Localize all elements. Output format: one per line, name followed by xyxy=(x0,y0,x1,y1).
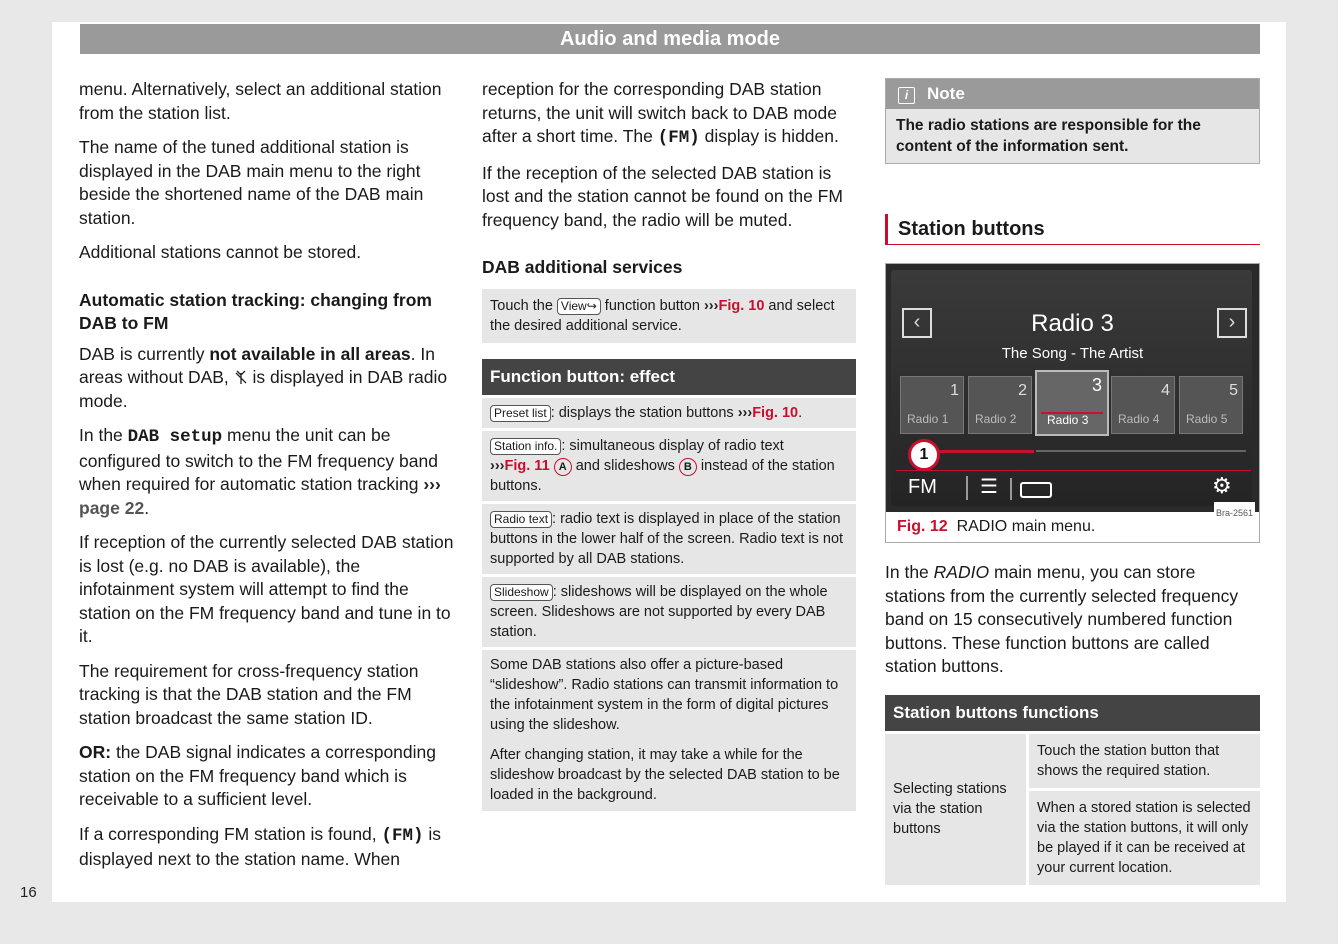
text: : radio text is displayed in place of the station buttons in the lower half of the screen. Radio text is not supported by all DAB stations. xyxy=(490,511,844,567)
preset-num: 1 xyxy=(950,382,959,399)
bold-text: not available in all areas xyxy=(209,343,411,364)
text: In the xyxy=(885,562,934,582)
preset-label: Radio 5 xyxy=(1186,411,1228,426)
text: : simultaneous display of radio text xyxy=(561,438,784,454)
fig-link[interactable]: Fig. 10 xyxy=(718,298,765,314)
arrow-icon: ››› xyxy=(737,405,753,421)
page-header: Audio and media mode xyxy=(80,24,1260,54)
page-link[interactable]: page 22 xyxy=(79,497,145,518)
table-cell-left: Selecting stations via the station buttons xyxy=(885,734,1026,885)
column-1 xyxy=(79,78,457,883)
bottom-bar-line xyxy=(896,470,1251,471)
note-label: Note xyxy=(927,84,965,103)
options-glyph xyxy=(1020,482,1052,498)
text: reception for the corresponding DAB station returns, the unit will switch back to DAB mode after a short time. The xyxy=(482,79,838,146)
preset-button-3[interactable] xyxy=(1035,370,1109,436)
function-button-table xyxy=(482,359,856,811)
text: DAB is currently xyxy=(79,343,210,364)
table-row: Some DAB stations also offer a picture-based “slideshow”. Radio stations can transmit information to the infotainment system in the form of digital pictures using the slideshow. xyxy=(482,650,856,740)
fig-label: Fig. 12 xyxy=(897,518,948,535)
function-table-header: Function button: effect xyxy=(482,359,856,395)
col1-p6: If reception of the currently selected DAB station is lost (e.g. no DAB is available), the infotainment system will attempt to find the station on the FM frequency band and tune in to it. xyxy=(79,532,454,646)
preset-num: 3 xyxy=(1091,375,1102,395)
arrow-icon: ››› xyxy=(490,458,505,474)
table-row: After changing station, it may take a while for the slideshow broadcast by the selected DAB station to be loaded in the background. xyxy=(482,740,856,811)
col1-p4 xyxy=(79,343,457,414)
column-3 xyxy=(885,78,1260,885)
col1-p1: menu. Alternatively, select an additional station from the station list. xyxy=(79,79,442,123)
table-row xyxy=(482,504,856,574)
arrow-icon: ››› xyxy=(423,474,441,494)
note-text: The radio stations are responsible for the content of the information sent. xyxy=(896,117,1201,155)
col1-p9 xyxy=(79,823,457,872)
figure-code: Bra-2561 xyxy=(1214,502,1255,526)
fig-link[interactable]: Fig. 11 xyxy=(504,458,550,474)
info-icon: i xyxy=(898,87,915,104)
preset-button-4[interactable] xyxy=(1111,376,1175,434)
text: is displayed in DAB radio mode. xyxy=(79,367,448,411)
text: and slideshows xyxy=(571,458,679,474)
text: function button xyxy=(600,298,704,314)
station-info-button[interactable]: Station info. xyxy=(490,438,561,455)
slideshow-button[interactable]: Slideshow xyxy=(490,584,553,601)
view-glyph-icon: ↪ xyxy=(586,299,597,313)
back-arrow-icon[interactable]: ‹ xyxy=(902,308,932,338)
preset-label: Radio 1 xyxy=(907,411,949,426)
callout-1: 1 xyxy=(908,439,940,471)
column-2 xyxy=(482,78,856,811)
text: and select the desired additional service. xyxy=(490,298,835,334)
options-icon[interactable] xyxy=(1010,478,1052,500)
code-fm: (FM) xyxy=(381,825,424,846)
settings-gear-icon[interactable]: ⚙ xyxy=(1212,473,1232,498)
table-cell: Touch the station button that shows the required station. xyxy=(1029,734,1260,788)
figure-12 xyxy=(885,263,1260,543)
heading-station-tracking: Automatic station tracking: changing from DAB to FM xyxy=(79,289,432,333)
text: In the xyxy=(79,425,128,445)
song-artist: The Song - The Artist xyxy=(1001,345,1144,362)
preset-label: Radio 3 xyxy=(1047,412,1089,427)
text: . In areas without DAB, xyxy=(79,343,435,387)
text: . xyxy=(798,405,803,421)
callout-a: A xyxy=(554,458,572,476)
station-buttons-table xyxy=(885,695,1260,885)
preset-list-button[interactable]: Preset list xyxy=(490,405,551,422)
table-header: Station buttons functions xyxy=(885,695,1260,731)
table-row xyxy=(482,398,856,428)
arrow-icon: ››› xyxy=(703,298,719,314)
fig-link[interactable]: Fig. 10 xyxy=(752,405,799,421)
preset-num: 5 xyxy=(1229,382,1238,399)
fm-button[interactable]: FM xyxy=(908,476,937,498)
text: main menu, you can store stations from the currently selected frequency band on 15 consecutively numbered function buttons. These function buttons are called station buttons. xyxy=(885,562,1239,676)
scroll-track xyxy=(1036,450,1246,452)
note-box xyxy=(885,78,1260,164)
list-icon[interactable]: ☰ xyxy=(966,476,998,500)
col1-p2: The name of the tuned additional station is displayed in the DAB main menu to the right beside the shortened name of the DAB main station. xyxy=(79,137,424,228)
radio-screen xyxy=(886,264,1259,518)
preset-label: Radio 4 xyxy=(1118,411,1160,426)
table-row xyxy=(482,431,856,501)
preset-label: Radio 2 xyxy=(975,411,1017,426)
text: menu the unit can be configured to switch to the FM frequency band when required for automatic station tracking xyxy=(79,425,438,494)
table-body xyxy=(885,734,1260,885)
view-button-label: View xyxy=(560,299,587,313)
italic-text: RADIO xyxy=(933,562,990,582)
forward-arrow-icon[interactable]: › xyxy=(1217,308,1247,338)
table-row xyxy=(482,577,856,647)
no-dab-antenna-icon xyxy=(234,370,248,384)
caption-text: RADIO main menu. xyxy=(956,518,1096,535)
preset-button-5[interactable] xyxy=(1179,376,1243,434)
heading-dab-services: DAB additional services xyxy=(482,257,683,277)
table-cell: When a stored station is selected via the station buttons, it will only be played if it can be received at your current location. xyxy=(1029,791,1260,885)
bold-text: OR: xyxy=(79,742,112,762)
touch-view-box xyxy=(482,289,856,343)
note-header xyxy=(886,79,1259,109)
text: Touch the xyxy=(490,298,557,314)
preset-button-2[interactable] xyxy=(968,376,1032,434)
col2-p1 xyxy=(482,78,856,151)
text: the DAB signal indicates a corresponding station on the FM frequency band which is receivable to a sufficient level. xyxy=(79,742,436,809)
text: is displayed next to the station name. When xyxy=(79,823,442,869)
radio-text-button[interactable]: Radio text xyxy=(490,511,552,528)
col1-p7: The requirement for cross-frequency station tracking is that the DAB station and the FM station broadcast the same station ID. xyxy=(79,660,419,728)
code-fm: (FM) xyxy=(657,128,700,148)
preset-num: 4 xyxy=(1161,382,1170,399)
code-dab-setup: DAB setup xyxy=(127,427,223,447)
table-cell-right xyxy=(1029,734,1260,885)
text: . xyxy=(144,497,150,518)
callout-b: B xyxy=(679,458,697,476)
page-number: 16 xyxy=(20,884,37,901)
text: display is hidden. xyxy=(699,126,839,146)
figure-caption xyxy=(886,512,1259,542)
text: : displays the station buttons xyxy=(550,405,738,421)
station-name: Radio 3 xyxy=(1031,310,1114,337)
preset-num: 2 xyxy=(1018,382,1027,399)
section-title: Station buttons xyxy=(885,214,1260,245)
scroll-indicator xyxy=(934,450,1034,453)
text: If a corresponding FM station is found, xyxy=(79,823,382,844)
col3-para xyxy=(885,561,1260,679)
col1-p3: Additional stations cannot be stored. xyxy=(79,242,362,262)
col2-p2: If the reception of the selected DAB station is lost and the station cannot be found on the FM frequency band, the radio will be muted. xyxy=(482,162,843,230)
text: instead of the station buttons. xyxy=(490,458,835,494)
preset-button-1[interactable] xyxy=(900,376,964,434)
view-button[interactable] xyxy=(557,298,601,315)
preset-row xyxy=(900,374,1250,432)
text: : slideshows will be displayed on the whole screen. Slideshows are not supported by every DAB station. xyxy=(490,584,828,640)
col1-p8 xyxy=(79,741,457,812)
col1-p5 xyxy=(79,424,457,520)
